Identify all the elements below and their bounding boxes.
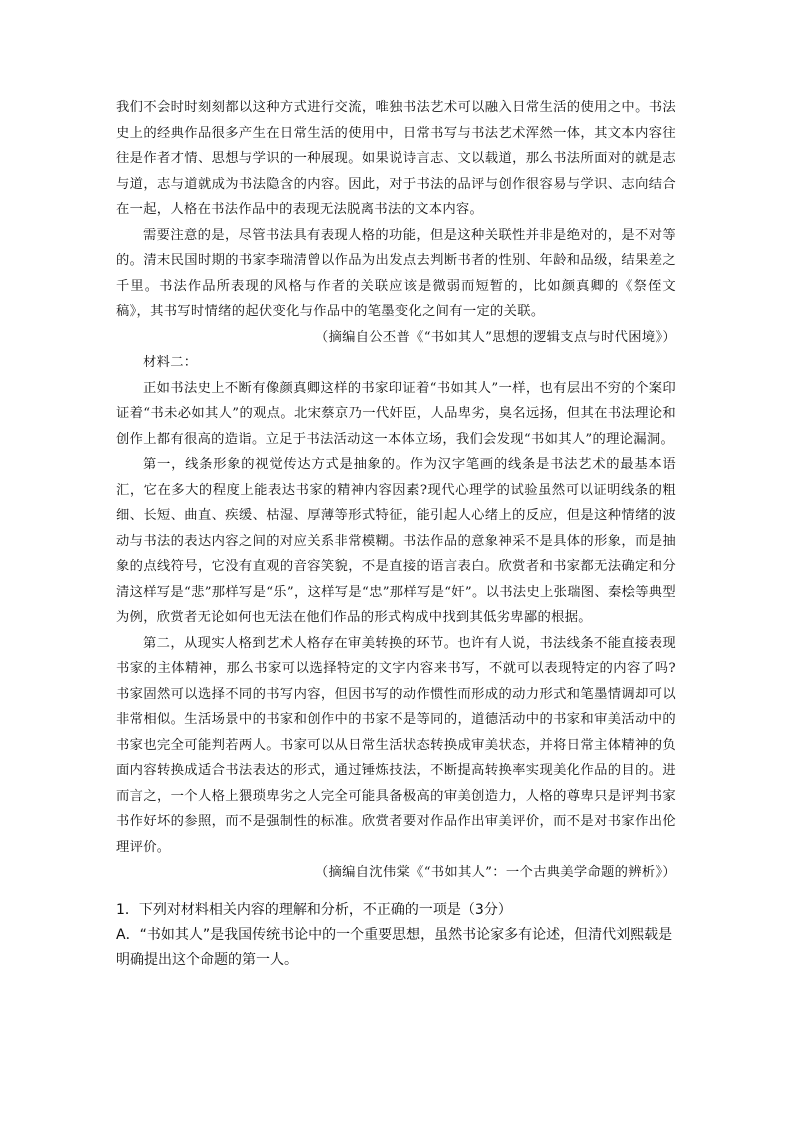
material1-paragraph-2: 需要注意的是，尽管书法具有表现人格的功能，但是这种关联性并非是绝对的，是不对等的。清末民国时期的书家李瑞清曾以作品为出发点去判断书者的性别、年龄和品级，结果差之千里。书法作品所表现的风格与作者的关联应该是微弱而短暂的，比如颜真卿的《祭侄文稿》，其书写时情绪的起伏变化与作品中的笔墨变化之间有一定的关联。: [116, 227, 676, 319]
material2-label: 材料二：: [143, 355, 198, 370]
question-1: [116, 898, 682, 973]
material2-paragraph-1: 正如书法史上不断有像颜真卿这样的书家印证着“书如其人”一样，也有层出不穷的个案印证着“书未必如其人”的观点。北宋蔡京乃一代奸臣，人品卑劣，臭名远扬，但其在书法理论和创作上都有很高的造诣。立足于书法活动这一本体立场，我们会发现“书如其人”的理论漏洞。: [116, 380, 676, 447]
material1-source: （摘编自公丕普《“书如其人”思想的逻辑支点与时代困境》）: [314, 329, 676, 345]
material2-paragraph-3: 第二，从现实人格到艺术人格存在审美转换的环节。也许有人说，书法线条不能直接表现书家的主体精神，那么书家可以选择特定的文字内容来书写，不就可以表现特定的内容了吗?书家固然可以选择不同的书写内容，但因书写的动作惯性而形成的动力形式和笔墨情调却可以非常相似。生活场景中的书家和创作中的书家不是等同的，道德活动中的书家和审美活动中的书家也完全可能判若两人。书家可以从日常生活状态转换成审美状态，并将日常主体精神的负面内容转换成适合书法表达的形式，通过锤炼技法，不断提高转换率实现美化作品的目的。进而言之，一个人格上猥琐卑劣之人完全可能具备极高的审美创造力，人格的尊卑只是评判书家书作好坏的参照，而不是强制性的标准。欣赏者要对作品作出审美评价，而不是对书家作出伦理评价。: [116, 635, 676, 855]
material1-paragraph-1: 我们不会时时刻刻都以这种方式进行交流，唯独书法艺术可以融入日常生活的使用之中。书法史上的经典作品很多产生在日常生活的使用中，日常书写与书法艺术浑然一体，其文本内容往往是作者才情、思想与学识的一种展现。如果说诗言志、文以载道，那么书法所面对的就是志与道，志与道就成为书法隐含的内容。因此，对于书法的品评与创作很容易与学识、志向结合在一起，人格在书法作品中的表现无法脱离书法的文本内容。: [116, 100, 676, 217]
question-stem: 1．下列对材料相关内容的理解和分析，不正确的一项是（3分）: [116, 902, 512, 918]
reading-passage: [116, 95, 676, 886]
question-option-a: A．“书如其人”是我国传统书论中的一个重要思想，虽然书论家多有论述，但清代刘熙载是明确提出这个命题的第一人。: [116, 927, 673, 968]
material2-paragraph-2: 第一，线条形象的视觉传达方式是抽象的。作为汉字笔画的线条是书法艺术的最基本语汇，它在多大的程度上能表达书家的精神内容因素?现代心理学的试验虽然可以证明线条的粗细、长短、曲直、疾缓、枯湿、厚薄等形式特征，能引起人心绪上的反应，但是这种情绪的波动与书法的表达内容之间的对应关系非常模糊。书法作品的意象神采不是具体的形象，而是抽象的点线符号，它没有直观的音容笑貌，不是直接的语言表白。欣赏者和书家都无法确定和分清这样写是“悲”那样写是“乐”，这样写是“忠”那样写是“奸”。以书法史上张瑞图、秦桧等典型为例，欣赏者无论如何也无法在他们作品的形式构成中找到其低劣卑鄙的根据。: [116, 457, 676, 625]
material2-source: （摘编自沈伟棠《“书如其人”：一个古典美学命题的辨析》）: [314, 865, 676, 880]
